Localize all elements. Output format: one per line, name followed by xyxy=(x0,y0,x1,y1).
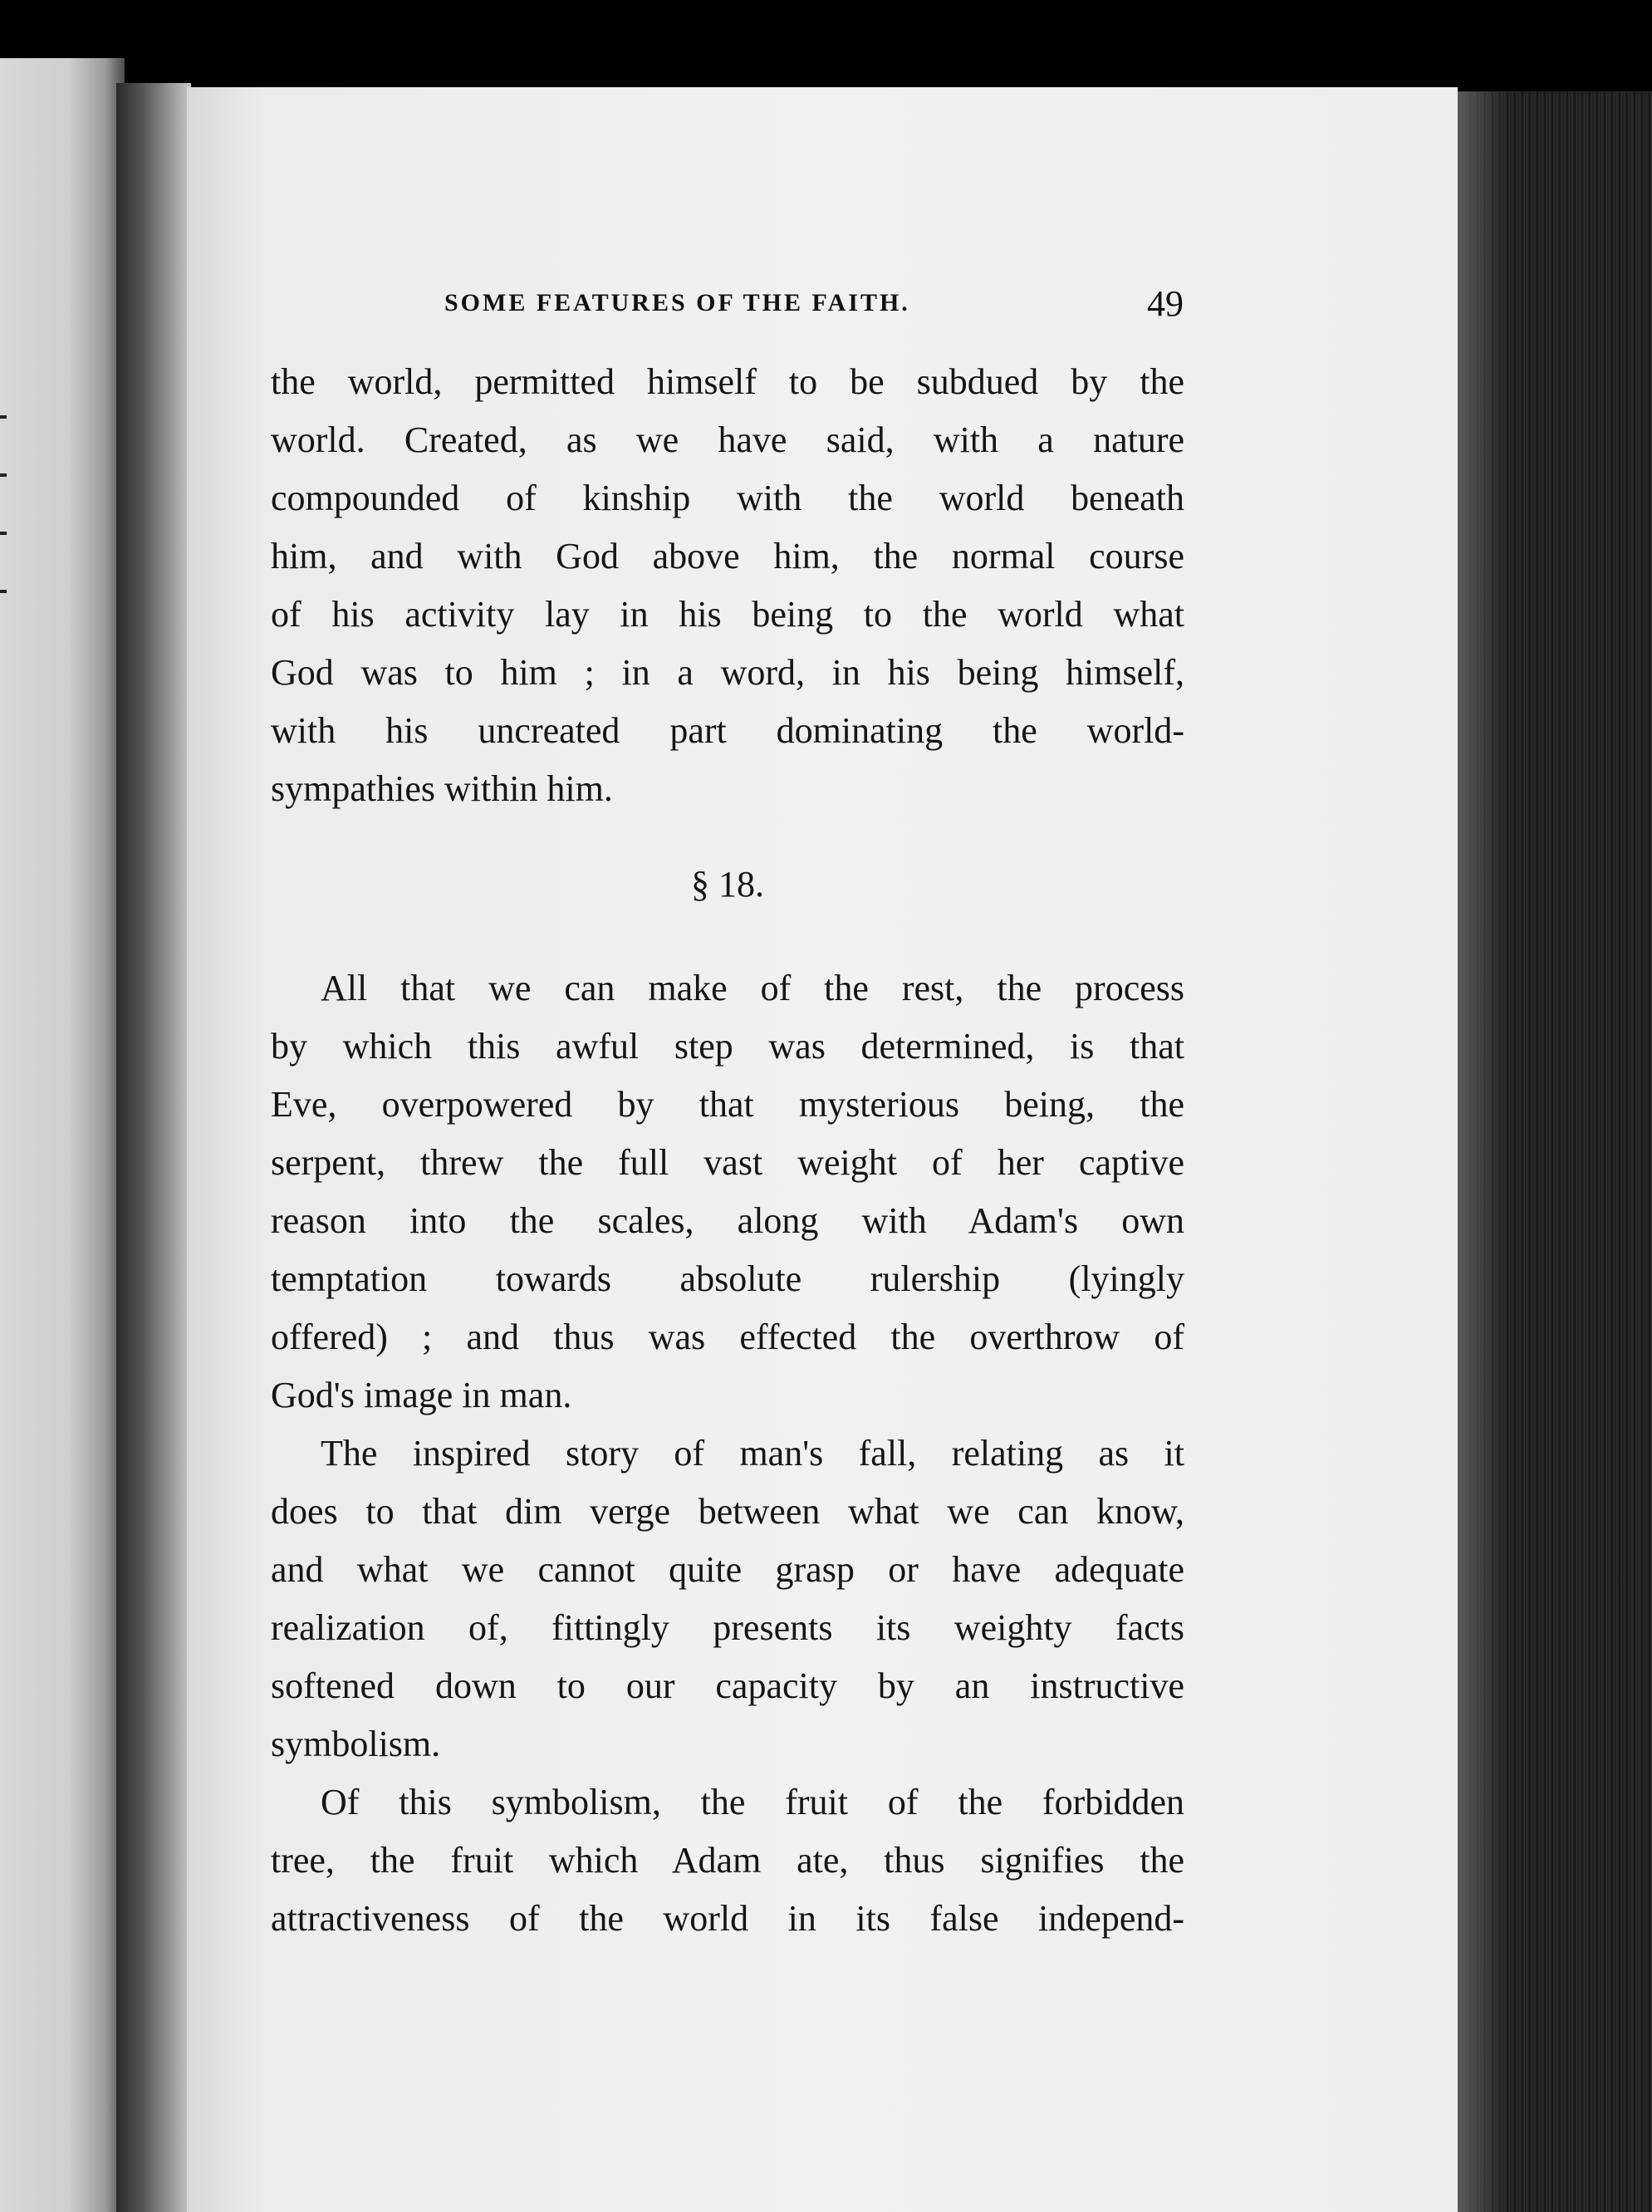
text-line: softened down to our capacity by an instructive xyxy=(271,1665,1184,1706)
text-line: reason into the scales, along with Adam's own xyxy=(271,1200,1184,1241)
section-heading: § 18. xyxy=(691,864,764,905)
paragraph-4 xyxy=(271,1773,1184,1948)
text-line: him, and with God above him, the normal course xyxy=(271,536,1184,576)
text-line: and what we cannot quite grasp or have adequate xyxy=(271,1549,1184,1590)
text-line: by which this awful step was determined, is that xyxy=(271,1026,1184,1067)
text-line: God's image in man. xyxy=(271,1375,572,1415)
paragraph-3 xyxy=(271,1425,1184,1773)
text-line: of his activity lay in his being to the world what xyxy=(271,594,1184,635)
page-number: 49 xyxy=(1147,283,1184,324)
text-line: world. Created, as we have said, with a nature xyxy=(271,419,1184,460)
text-line: Eve, overpowered by that mysterious being, the xyxy=(271,1084,1184,1125)
running-head xyxy=(444,282,1184,332)
page-edge-shade xyxy=(1458,91,1507,2212)
text-line: temptation towards absolute rulership (lyingly xyxy=(271,1258,1184,1299)
text-line: serpent, threw the full vast weight of her captive xyxy=(271,1142,1184,1183)
left-page-bleed-marks xyxy=(0,415,8,665)
text-line: the world, permitted himself to be subdued by the xyxy=(271,361,1184,402)
book-gutter-shadow xyxy=(116,83,191,2212)
paragraph-2 xyxy=(271,959,1184,1425)
text-line: God was to him ; in a word, in his being himself, xyxy=(271,652,1184,693)
text-line: The inspired story of man's fall, relating as it xyxy=(321,1433,1184,1474)
text-line: attractiveness of the world in its false independ- xyxy=(271,1898,1184,1939)
paragraph-1 xyxy=(271,353,1184,818)
text-line: All that we can make of the rest, the process xyxy=(321,968,1184,1008)
text-line: does to that dim verge between what we can know, xyxy=(271,1491,1184,1532)
text-line: realization of, fittingly presents its weighty facts xyxy=(271,1607,1184,1648)
text-line: with his uncreated part dominating the world- xyxy=(271,710,1184,751)
running-title: SOME FEATURES OF THE FAITH. xyxy=(444,289,910,316)
text-line: sympathies within him. xyxy=(271,768,613,809)
text-line: offered) ; and thus was effected the overthrow of xyxy=(271,1317,1184,1357)
body-text xyxy=(271,353,1184,1948)
left-page-edge xyxy=(0,58,125,2212)
text-line: tree, the fruit which Adam ate, thus signifies the xyxy=(271,1840,1184,1881)
text-line: Of this symbolism, the fruit of the forbidden xyxy=(321,1782,1184,1822)
text-line: compounded of kinship with the world beneath xyxy=(271,478,1184,518)
text-line: symbolism. xyxy=(271,1724,441,1764)
